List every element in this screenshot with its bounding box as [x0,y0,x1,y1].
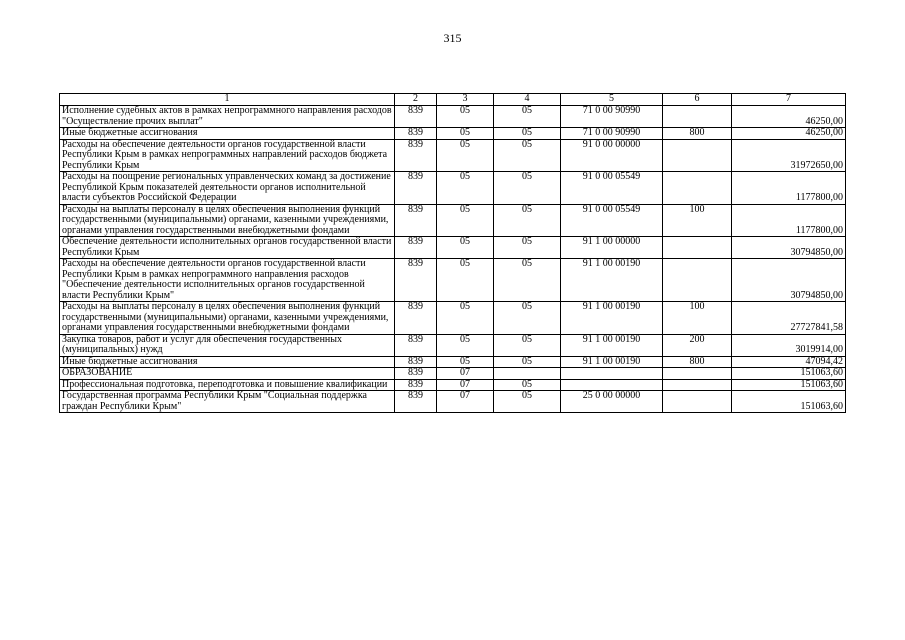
subsection-code: 05 [494,106,561,128]
table-row [60,237,846,259]
amount: 151063,60 [732,379,846,391]
section-code: 05 [437,106,494,128]
section-code: 05 [437,259,494,302]
table-row [60,334,846,356]
expense-type [663,391,732,413]
table-row [60,172,846,205]
amount: 46250,00 [732,128,846,140]
header-row [60,94,846,106]
target-article: 91 1 00 00190 [561,302,663,335]
table-row [60,379,846,391]
table-row [60,139,846,172]
table-row [60,368,846,380]
target-article: 91 0 00 00000 [561,139,663,172]
section-code: 05 [437,334,494,356]
target-article: 91 1 00 00190 [561,334,663,356]
row-name: Закупка товаров, работ и услуг для обеспечения государственных (муниципальных) нужд [60,334,395,356]
ministry-code: 839 [395,139,437,172]
ministry-code: 839 [395,368,437,380]
amount: 31972650,00 [732,139,846,172]
section-code: 05 [437,204,494,237]
section-code: 07 [437,391,494,413]
expense-type: 100 [663,302,732,335]
ministry-code: 839 [395,356,437,368]
amount: 46250,00 [732,106,846,128]
row-name: Расходы на обеспечение деятельности органов государственной власти Республики Крым в рамках непрограммных направлений расходов бюджета Республики Крым [60,139,395,172]
expense-type: 800 [663,128,732,140]
expense-type [663,237,732,259]
column-header: 4 [494,94,561,106]
column-header: 5 [561,94,663,106]
row-name: Расходы на обеспечение деятельности органов государственной власти Республики Крым в рамках непрограммного направления расходов "Обеспечение деятельности исполнительных органов государственной власти Республики Крым" [60,259,395,302]
section-code: 05 [437,172,494,205]
expense-type: 100 [663,204,732,237]
column-header: 3 [437,94,494,106]
target-article: 25 0 00 00000 [561,391,663,413]
section-code: 05 [437,237,494,259]
expense-type [663,172,732,205]
amount: 1177800,00 [732,204,846,237]
row-name: Расходы на поощрение региональных управленческих команд за достижение Республикой Крым показателей деятельности органов исполнительной власти субъектов Российской Федерации [60,172,395,205]
ministry-code: 839 [395,106,437,128]
ministry-code: 839 [395,334,437,356]
subsection-code: 05 [494,139,561,172]
column-header: 1 [60,94,395,106]
target-article [561,379,663,391]
amount: 151063,60 [732,368,846,380]
subsection-code: 05 [494,302,561,335]
amount: 3019914,00 [732,334,846,356]
row-name: Обеспечение деятельности исполнительных органов государственной власти Республики Крым [60,237,395,259]
target-article: 91 0 00 05549 [561,204,663,237]
section-code: 05 [437,128,494,140]
column-header: 6 [663,94,732,106]
section-code: 07 [437,379,494,391]
budget-table [59,93,846,413]
subsection-code: 05 [494,172,561,205]
amount: 30794850,00 [732,259,846,302]
subsection-code: 05 [494,204,561,237]
expense-type [663,368,732,380]
amount: 30794850,00 [732,237,846,259]
table-row [60,356,846,368]
row-name: Расходы на выплаты персоналу в целях обеспечения выполнения функций государственными (муниципальными) органами, казенными учреждениями, органами управления государственными внебюджетными фондами [60,204,395,237]
section-code: 05 [437,302,494,335]
target-article: 91 1 00 00190 [561,356,663,368]
subsection-code: 05 [494,334,561,356]
expense-type [663,139,732,172]
table-row [60,391,846,413]
target-article: 71 0 00 90990 [561,128,663,140]
page-number: 315 [443,31,462,45]
target-article: 91 1 00 00000 [561,237,663,259]
ministry-code: 839 [395,259,437,302]
ministry-code: 839 [395,379,437,391]
amount: 1177800,00 [732,172,846,205]
row-name: Расходы на выплаты персоналу в целях обеспечения выполнения функций государственными (муниципальными) органами, казенными учреждениями, органами управления государственными внебюджетными фондами [60,302,395,335]
row-name: Иные бюджетные ассигнования [60,356,395,368]
table-row [60,302,846,335]
target-article: 91 0 00 05549 [561,172,663,205]
table-row [60,128,846,140]
ministry-code: 839 [395,237,437,259]
ministry-code: 839 [395,204,437,237]
column-header: 2 [395,94,437,106]
amount: 47094,42 [732,356,846,368]
row-name: Государственная программа Республики Крым "Социальная поддержка граждан Республики Крым" [60,391,395,413]
table-row [60,204,846,237]
table-row [60,106,846,128]
row-name: ОБРАЗОВАНИЕ [60,368,395,380]
ministry-code: 839 [395,302,437,335]
subsection-code: 05 [494,237,561,259]
subsection-code: 05 [494,259,561,302]
amount: 27727841,58 [732,302,846,335]
expense-type [663,379,732,391]
row-name: Исполнение судебных актов в рамках непрограммного направления расходов "Осуществление прочих выплат" [60,106,395,128]
ministry-code: 839 [395,172,437,205]
ministry-code: 839 [395,128,437,140]
subsection-code: 05 [494,379,561,391]
target-article: 91 1 00 00190 [561,259,663,302]
subsection-code [494,368,561,380]
subsection-code: 05 [494,128,561,140]
row-name: Иные бюджетные ассигнования [60,128,395,140]
subsection-code: 05 [494,356,561,368]
target-article: 71 0 00 90990 [561,106,663,128]
amount: 151063,60 [732,391,846,413]
expense-type: 200 [663,334,732,356]
expense-type [663,106,732,128]
target-article [561,368,663,380]
section-code: 05 [437,356,494,368]
subsection-code: 05 [494,391,561,413]
expense-type: 800 [663,356,732,368]
expense-type [663,259,732,302]
row-name: Профессиональная подготовка, переподготовка и повышение квалификации [60,379,395,391]
column-header: 7 [732,94,846,106]
section-code: 07 [437,368,494,380]
section-code: 05 [437,139,494,172]
table-row [60,259,846,302]
ministry-code: 839 [395,391,437,413]
